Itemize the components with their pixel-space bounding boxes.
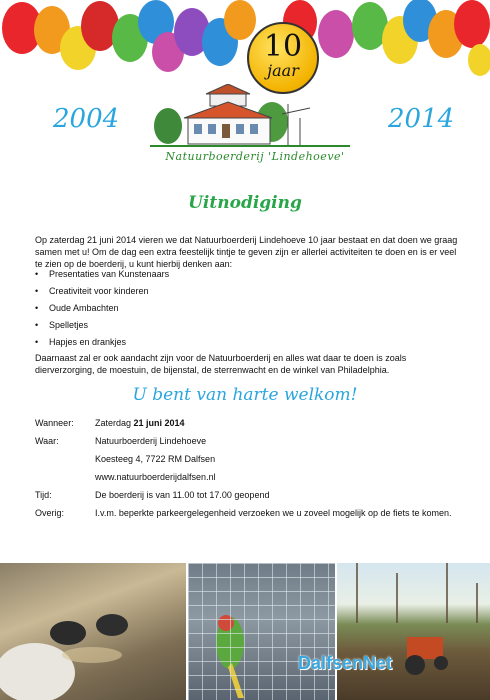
where-row xyxy=(35,436,465,454)
other-label: Overig: xyxy=(35,508,65,518)
list-item: • Oude Ambachten xyxy=(35,302,455,319)
time-row xyxy=(35,490,465,508)
activities-list xyxy=(35,268,455,353)
badge-word: jaar xyxy=(267,61,299,80)
where-label: Waar: xyxy=(35,436,59,446)
when-row xyxy=(35,418,465,436)
when-value xyxy=(95,418,465,436)
when-label: Wanneer: xyxy=(35,418,74,428)
when-date: 21 juni 2014 xyxy=(133,418,185,428)
goat-kids-photo xyxy=(0,563,186,700)
website-link[interactable]: www.natuurboerderijdalfsen.nl xyxy=(95,472,216,482)
outro-paragraph: Daarnaast zal er ook aandacht zijn voor de Natuurboerderij en alles wat daar te doen is zoals dierverzorging, de moestuin, de bijenstal, de sterrenwacht en de winkel van Philadelphia. xyxy=(35,353,407,375)
year-start: 2004 xyxy=(53,104,120,134)
balloon-banner xyxy=(0,0,490,82)
year-end: 2014 xyxy=(388,104,455,134)
where-name: Natuurboerderij Lindehoeve xyxy=(95,436,207,446)
invitation-title: Uitnodiging xyxy=(188,193,302,213)
other-value: I.v.m. beperkte parkeergelegenheid verzoeken we u zoveel mogelijk op de fiets te komen. xyxy=(95,508,452,518)
list-item: • Hapjes en drankjes xyxy=(35,336,455,353)
list-item: • Creativiteit voor kinderen xyxy=(35,285,455,302)
list-item: • Spelletjes xyxy=(35,319,455,336)
where-address: Koesteeg 4, 7722 RM Dalfsen xyxy=(95,454,216,464)
website-row xyxy=(35,472,465,490)
welcome-heading: U bent van harte welkom! xyxy=(132,385,358,405)
balloons-icon xyxy=(2,0,490,76)
address-row xyxy=(35,454,465,472)
event-details xyxy=(35,418,465,526)
farmhouse-icon xyxy=(150,84,350,152)
watermark-text: DalfsenNet xyxy=(298,653,393,673)
badge-number: 10 xyxy=(263,29,303,64)
other-row xyxy=(35,508,465,526)
time-value: De boerderij is van 11.00 tot 17.00 geopend xyxy=(95,490,270,500)
tractor-photo xyxy=(337,563,490,700)
time-label: Tijd: xyxy=(35,490,52,500)
photo-strip xyxy=(0,563,490,700)
intro-paragraph: Op zaterdag 21 juni 2014 vieren we dat Natuurboerderij Lindehoeve 10 jaar bestaat en dat doen we graag samen met u! Om de dag een extra feestelijk tintje te geven zijn er allerlei activiteiten te doen en is er veel te zien op de boerderij, u kunt hierbij denken aan: xyxy=(35,235,458,269)
farm-name: Natuurboerderij 'Lindehoeve' xyxy=(165,150,345,163)
when-prefix: Zaterdag xyxy=(95,418,134,428)
parrot-photo xyxy=(188,563,335,700)
list-item: • Presentaties van Kunstenaars xyxy=(35,268,455,285)
